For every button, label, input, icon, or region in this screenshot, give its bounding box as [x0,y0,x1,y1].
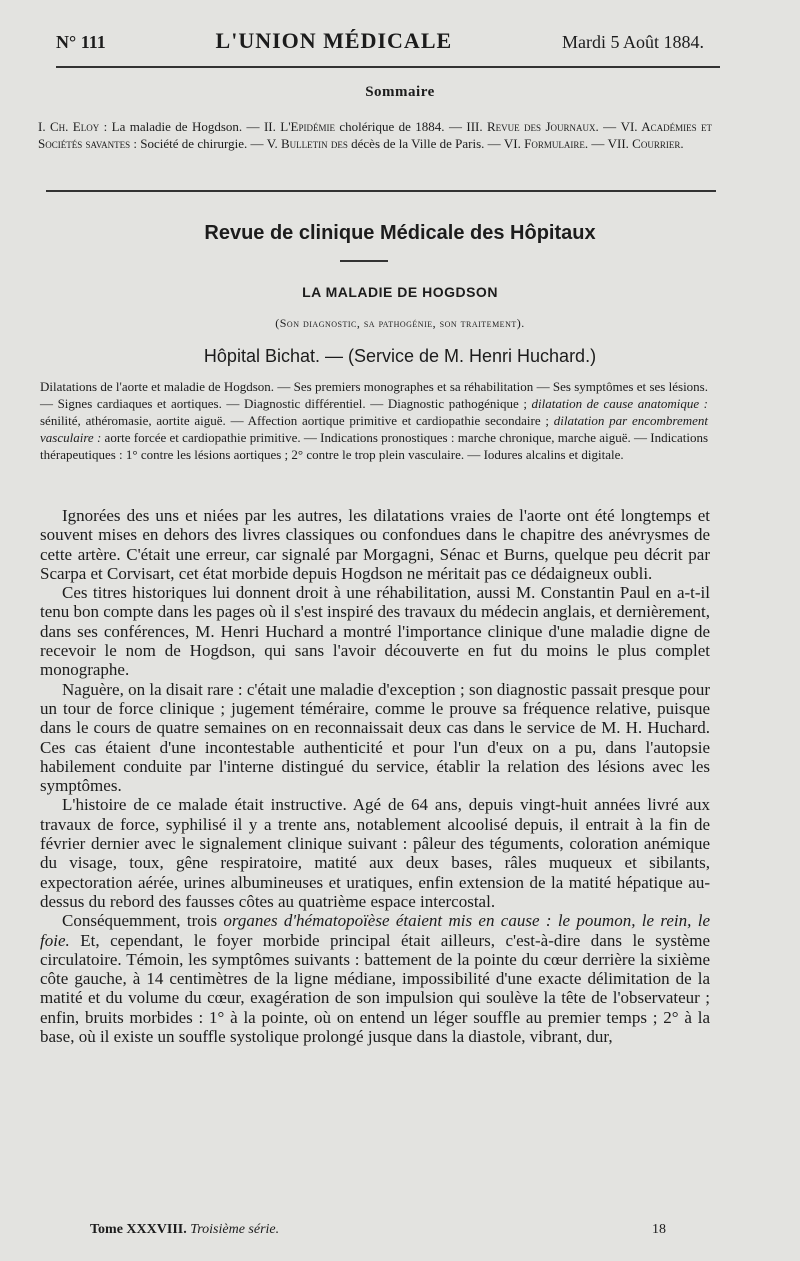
sommaire-item-ref: V. Bulletin des [266,136,348,151]
sommaire-item-ref: II. L'Epidémie [263,119,335,134]
sommaire-list [38,118,712,152]
abstract-italic: dilatation de cause anatomique : [531,396,709,411]
body-text: Conséquemment, trois [62,911,224,931]
sommaire-item-ref: VI. Formulaire. [503,136,589,151]
abstract-italic: dilatation par encombrement vasculaire : [40,413,708,445]
hospital-line: Hôpital Bichat. — (Service de M. Henri Huchard.) [203,346,597,366]
article-title: LA MALADIE DE HOGDSON [302,284,498,300]
journal-title: L'UNION MÉDICALE [215,28,453,53]
article-body [40,506,710,1046]
volume-label: Tome XXXVIII. [90,1222,187,1237]
sommaire-title: Sommaire [365,84,435,100]
volume-info [90,1222,279,1238]
sommaire-item-ref: VI. Académies et Sociétés savantes [38,119,712,151]
body-text: Et, cependant, le foyer morbide principal était ailleurs, c'est-à-dire dans le système circulatoire. Témoin, les symptômes suivants : battement de la pointe du cœur derrière la sixième côte gauche, à 14 centimètres de la ligne médiane, impossibilité d'une exacte délimitation de la matité et du volume du cœur, exagération de son impulsion qui soulève la tête de l'observateur ; enfin, bruits morbides : 1° à la pointe, où on entend un léger souffle au premier temps ; 2° à la base, où il existe un souffle systolique prolongé jusque dans la diastole, vibrant, dur, [40,930,710,1047]
sommaire-item-ref: I. Ch. Eloy [38,119,100,134]
sommaire-item-text: décès de la Ville de Paris. — [347,136,504,151]
sommaire-item-text: : Société de chirurgie. — [130,136,267,151]
title-underline [340,260,388,262]
sommaire-item-text: — [588,136,608,151]
issue-number: N° 111 [56,32,106,52]
sommaire-item-text: : La maladie de Hogdson. — [99,119,264,134]
section-title: Revue de clinique Médicale des Hôpitaux [204,222,596,244]
page-footer [90,1222,666,1238]
body-paragraph [40,911,710,1046]
abstract-text: Dilatations de l'aorte et maladie de Hogdson. — Ses premiers monographes et sa réhabilitation — Ses symptômes et ses lésions. — Signes cardiaques et aortiques. — Diagnostic différentiel. — Diagnostic pathogénique ; [40,379,708,411]
abstract-text: sénilité, athéromasie, aortite aiguë. — Affection aortique primitive et cardiopathie secondaire ; [40,413,554,428]
body-paragraph: L'histoire de ce malade était instructive. Agé de 64 ans, depuis vingt-huit années livré aux travaux de force, syphilisé il y a trente ans, notablement alcoolisé depuis, il entrait à la fin de février dernier avec le signalement clinique suivant : pâleur des téguments, coloration anémique du visage, toux, gêne respiratoire, matité aux deux bases, râles muqueux et sibilants, expectoration aérée, urines albumineuses et uratiques, enfin extension de la matité hépatique au-dessus du rebord des fausses côtes au quatrième espace intercostal. [40,795,710,911]
sommaire-item-text: — [598,119,621,134]
section-rule [46,190,716,192]
article-abstract [40,378,708,463]
abstract-text: aorte forcée et cardiopathie primitive. — Indications pronostiques : marche chronique, marche aiguë. — Indications thérapeutiques : 1° contre les lésions aortiques ; 2° contre le trop plein vasculaire. — Iodures alcalins et digitale. [40,430,709,462]
page-number: 18 [652,1222,666,1237]
body-paragraph: Ignorées des uns et niées par les autres, les dilatations vraies de l'aorte ont été longtemps et souvent mises en dehors des livres classiques ou confondues dans le chapitre des anévrysmes de cette artère. C'était une erreur, car signalé par Morgagni, Sénac et Burns, quelque peu décrit par Scarpa et Corvisart, cet état morbide depuis Hogdson ne méritait pas ce dédaigneux oubli. [40,506,710,583]
header-rule [56,66,720,68]
issue-date: Mardi 5 Août 1884. [561,32,704,52]
body-paragraph: Naguère, on la disait rare : c'était une maladie d'exception ; son diagnostic passait presque pour un tour de force clinique ; jugement téméraire, comme le prouve sa fréquence relative, puisque dans le cours de quatre semaines on en reconnaissait deux cas dans le service de M. H. Huchard. Ces cas étaient d'une incontestable authenticité et pour l'un d'eux on a pu, dans l'autopsie habilement conduite par l'interne distingué du service, établir la relation des lésions avec les symptômes. [40,679,710,796]
body-italic: organes d'hématopoïèse étaient mis en cause : le poumon, le rein, le foie. [40,911,711,950]
article-subtitle: (Son diagnostic, sa pathogénie, son traitement). [275,316,525,330]
sommaire-item-ref: VII. Courrier. [607,136,684,151]
series-label: Troisième série. [190,1222,280,1237]
sommaire-item-text: cholérique de 1884. — [334,119,467,134]
sommaire-item-ref: III. Revue des Journaux. [466,119,599,134]
running-head [56,28,704,64]
body-paragraph: Ces titres historiques lui donnent droit à une réhabilitation, aussi M. Constantin Paul en a-t-il tenu bon compte dans les pages où il s'est inspiré des travaux du médecin anglais, et dernièrement, dans ses conférences, M. Henri Huchard a montré l'importance clinique d'une maladie digne de recevoir le nom de Hogdson, qui sans l'avoir découverte en fut du moins le plus complet monographe. [40,583,710,680]
